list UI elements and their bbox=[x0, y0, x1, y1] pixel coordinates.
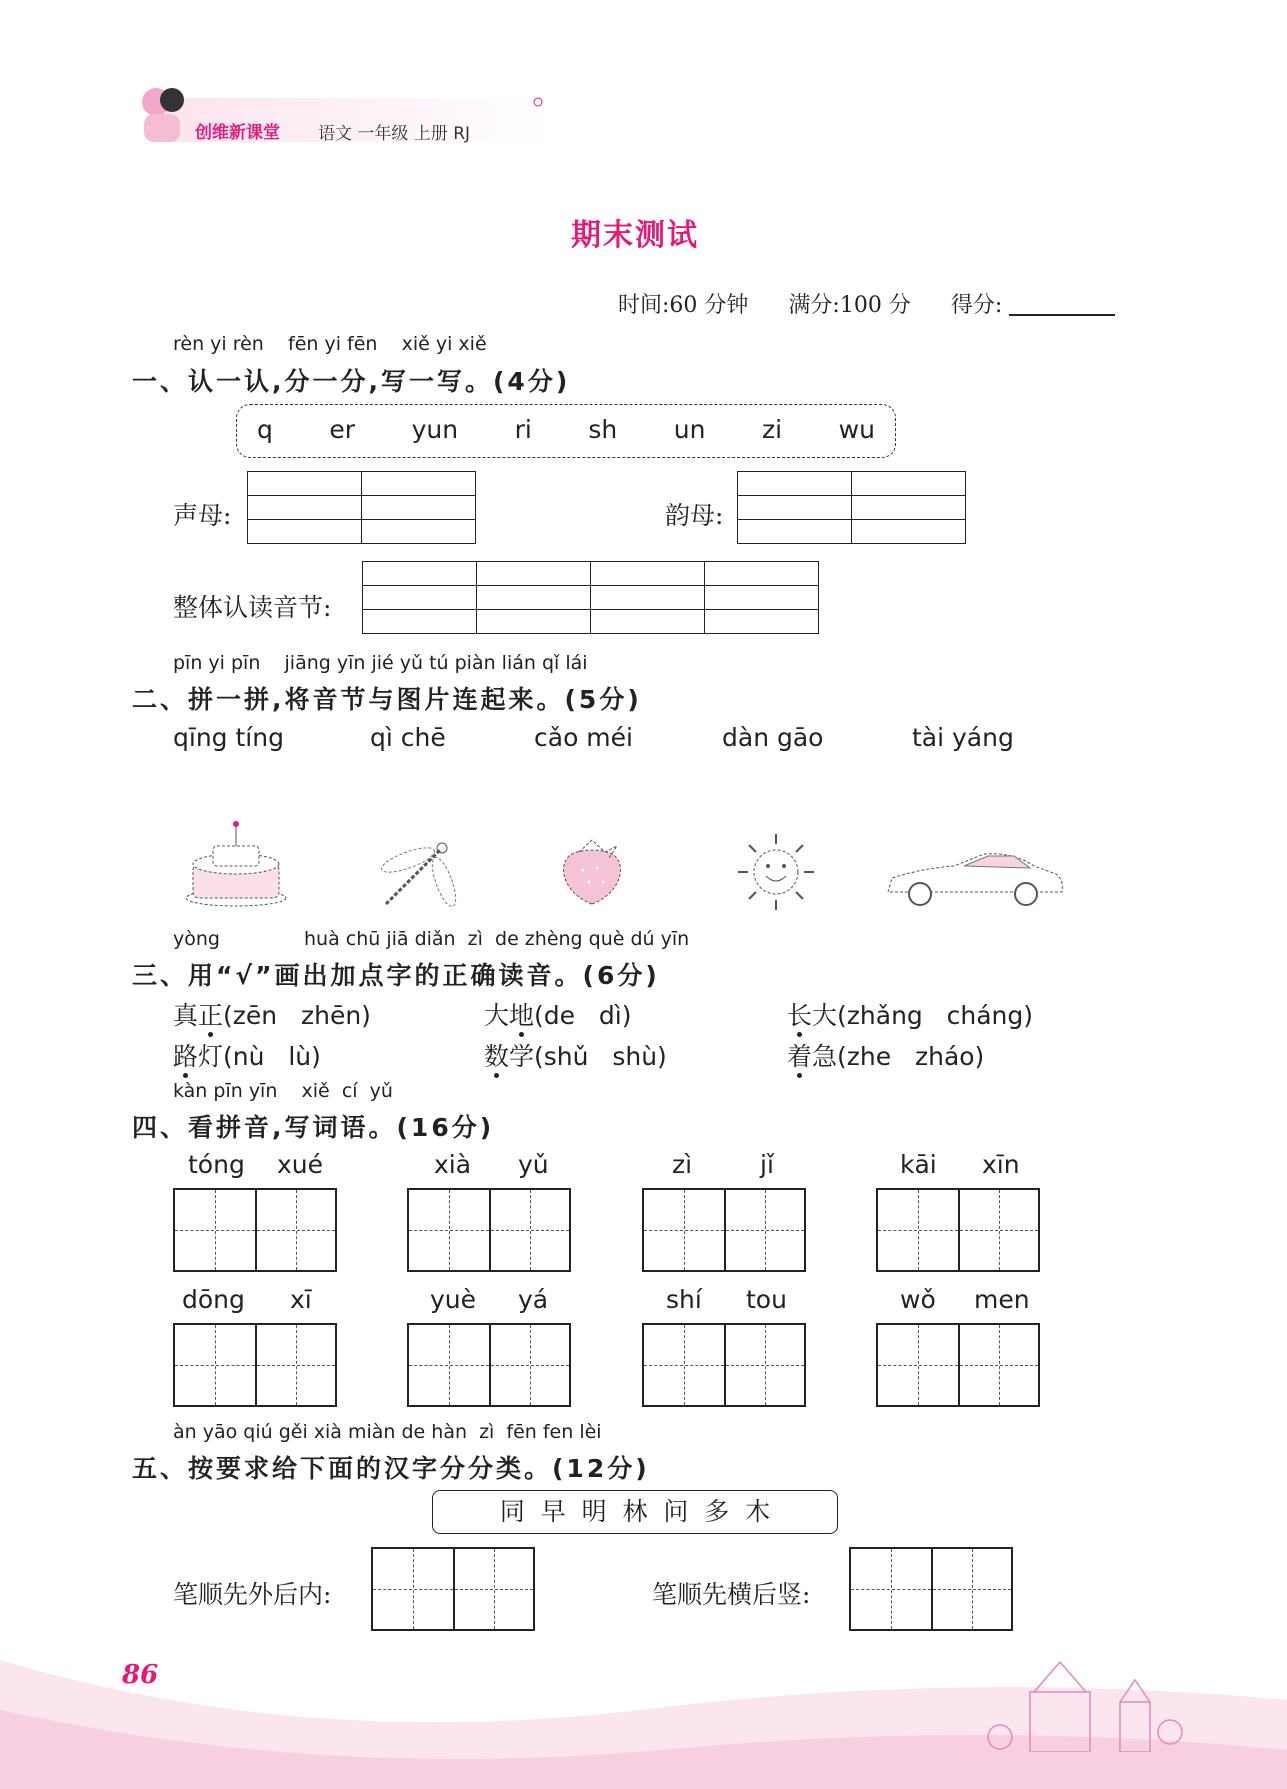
q4-box-kaixin[interactable] bbox=[876, 1188, 1040, 1272]
q5-label-heng-shu: 笔顺先横后竖: bbox=[652, 1580, 811, 1609]
castle-decoration bbox=[960, 1652, 1190, 1752]
q3-item-zhangda[interactable]: 长大(zhǎng cháng) bbox=[787, 1001, 1034, 1030]
q4-py-xi: xī bbox=[290, 1285, 312, 1314]
option-zi: zi bbox=[762, 415, 783, 444]
q5-pinyin: àn yāo qiú gěi xià miàn de hàn zì fēn fen lèi bbox=[173, 1421, 602, 1443]
exam-time: 时间:60 分钟 bbox=[618, 293, 749, 318]
zhengti-label: 整体认读音节: bbox=[173, 593, 332, 622]
q4-py-ya: yá bbox=[518, 1285, 549, 1314]
q4-heading: 四、看拼音,写词语。(16分) bbox=[132, 1113, 495, 1142]
q5-label-outside-in: 笔顺先外后内: bbox=[173, 1580, 332, 1609]
q4-pinyin: kàn pīn yīn xiě cí yǔ bbox=[173, 1080, 393, 1102]
zhengti-grid[interactable] bbox=[362, 561, 819, 634]
q4-py-men: men bbox=[974, 1285, 1030, 1314]
q4-box-tongxue[interactable] bbox=[173, 1188, 337, 1272]
q3-item-zhenzheng[interactable]: 真正(zēn zhēn) bbox=[173, 1001, 371, 1030]
page-number: 86 bbox=[122, 1660, 159, 1690]
page-title: 期末测试 bbox=[571, 218, 699, 253]
q3-pinyin: huà chū jiā diǎn zì de zhèng què dú yīn bbox=[304, 928, 690, 950]
q5-box-heng-shu[interactable] bbox=[849, 1547, 1013, 1631]
option-yun: yun bbox=[411, 415, 459, 444]
option-sh: sh bbox=[588, 415, 618, 444]
q2-word-caomei[interactable]: cǎo méi bbox=[534, 723, 633, 752]
q1-pinyin: rèn yi rèn fēn yi fēn xiě yi xiě bbox=[173, 333, 487, 355]
header-brand: 创维新课堂 bbox=[195, 123, 280, 143]
q4-box-dongxi[interactable] bbox=[173, 1323, 337, 1407]
q3-pinyin-yong: yòng bbox=[173, 928, 220, 950]
q2-heading: 二、拼一拼,将音节与图片连起来。(5分) bbox=[132, 685, 642, 714]
exam-score-label: 得分: bbox=[950, 293, 1003, 318]
score-blank[interactable] bbox=[1009, 314, 1115, 316]
option-un: un bbox=[673, 415, 706, 444]
yunmu-grid[interactable] bbox=[737, 471, 966, 544]
q2-word-qingting[interactable]: qīng tíng bbox=[173, 723, 284, 752]
q4-py-yu: yǔ bbox=[518, 1150, 549, 1179]
q1-heading: 一、认一认,分一分,写一写。(4分) bbox=[132, 367, 571, 396]
q3-item-ludeng[interactable]: 路灯(nù lù) bbox=[173, 1042, 321, 1071]
q4-box-xiayu[interactable] bbox=[407, 1188, 571, 1272]
q3-item-zhaoji[interactable]: 着急(zhe zháo) bbox=[787, 1042, 985, 1071]
q4-py-shi: shí bbox=[666, 1285, 702, 1314]
header-subject: 语文 一年级 上册 RJ bbox=[318, 124, 471, 144]
q4-box-yueya[interactable] bbox=[407, 1323, 571, 1407]
q4-py-dong: dōng bbox=[182, 1285, 245, 1314]
option-q: q bbox=[257, 415, 273, 444]
strawberry-picture[interactable] bbox=[555, 838, 629, 908]
q3-item-dadi[interactable]: 大地(de dì) bbox=[484, 1001, 632, 1030]
q4-box-shitou[interactable] bbox=[642, 1323, 806, 1407]
yunmu-label: 韵母: bbox=[665, 501, 724, 530]
q4-py-tou: tou bbox=[746, 1285, 787, 1314]
q2-word-qiche[interactable]: qì chē bbox=[370, 723, 446, 752]
dragonfly-picture[interactable] bbox=[378, 838, 458, 908]
q5-box-outside-in[interactable] bbox=[371, 1547, 535, 1631]
q2-word-taiyang[interactable]: tài yáng bbox=[912, 723, 1014, 752]
q4-py-xin: xīn bbox=[982, 1150, 1020, 1179]
q3-item-shuxue[interactable]: 数学(shǔ shù) bbox=[484, 1042, 667, 1071]
q4-box-ziji[interactable] bbox=[642, 1188, 806, 1272]
q5-heading: 五、按要求给下面的汉字分分类。(12分) bbox=[132, 1454, 650, 1483]
q4-py-ji: jǐ bbox=[760, 1150, 774, 1179]
q4-py-wo: wǒ bbox=[900, 1285, 936, 1314]
exam-meta bbox=[618, 288, 1115, 319]
q4-py-zi: zì bbox=[672, 1150, 693, 1179]
option-er: er bbox=[329, 415, 356, 444]
q2-word-dangao[interactable]: dàn gāo bbox=[722, 723, 824, 752]
q4-py-tong: tóng bbox=[188, 1150, 245, 1179]
q4-py-yue: yuè bbox=[430, 1285, 477, 1314]
q1-options-box bbox=[236, 404, 896, 458]
cake-picture[interactable] bbox=[183, 820, 289, 910]
q4-py-kai: kāi bbox=[900, 1150, 937, 1179]
q3-heading: 三、用“√”画出加点字的正确读音。(6分) bbox=[132, 961, 660, 990]
shengmu-label: 声母: bbox=[173, 501, 232, 530]
q4-py-xue: xué bbox=[277, 1150, 324, 1179]
q4-box-women[interactable] bbox=[876, 1323, 1040, 1407]
option-ri: ri bbox=[514, 415, 532, 444]
car-picture[interactable] bbox=[884, 848, 1066, 908]
q2-pinyin: pīn yi pīn jiāng yīn jié yǔ tú piàn lián qǐ lái bbox=[173, 652, 588, 674]
sun-picture[interactable] bbox=[736, 832, 816, 912]
shengmu-grid[interactable] bbox=[247, 471, 476, 544]
q5-chars-box: 同 早 明 林 问 多 木 bbox=[432, 1490, 838, 1534]
option-wu: wu bbox=[838, 415, 875, 444]
q4-py-xia: xià bbox=[434, 1150, 472, 1179]
exam-full-score: 满分:100 分 bbox=[788, 293, 911, 318]
